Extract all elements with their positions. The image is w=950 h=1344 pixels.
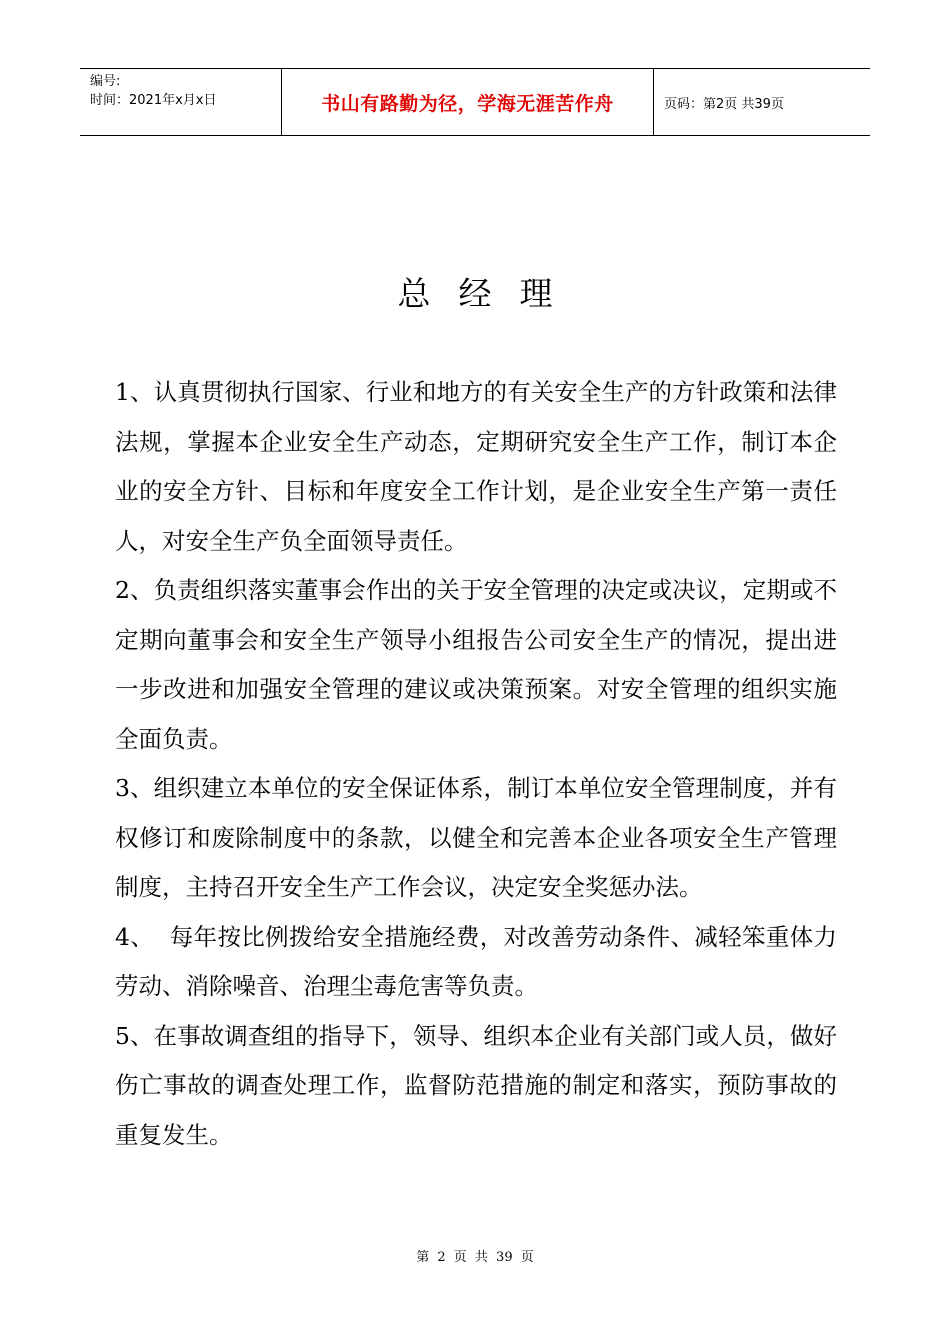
page-footer: 第 2 页 共 39 页	[416, 1250, 534, 1265]
date-label: 时间：2021年x月x日	[90, 93, 217, 108]
document-body	[115, 368, 837, 1160]
paragraph-5: 5、在事故调查组的指导下，领导、组织本企业有关部门或人员，做好伤亡事故的调查处理工作，监督防范措施的制定和落实，预防事故的重复发生。	[115, 1021, 837, 1149]
header-meta	[80, 69, 282, 135]
paragraph-3: 3、组织建立本单位的安全保证体系，制订本单位安全管理制度，并有权修订和废除制度中的条款，以健全和完善本企业各项安全生产管理制度，主持召开安全生产工作会议，决定安全奖惩办法。	[115, 774, 837, 901]
paragraph-1: 1、认真贯彻执行国家、行业和地方的有关安全生产的方针政策和法律法规，掌握本企业安全生产动态，定期研究安全生产工作，制订本企业的安全方针、目标和年度安全工作计划，是企业安全生产第一责任人，对安全生产负全面领导责任。	[115, 378, 837, 555]
header-page-info: 页码：第2页 共39页	[664, 96, 784, 112]
paragraph-2: 2、负责组织落实董事会作出的关于安全管理的决定或决议，定期或不定期向董事会和安全生产领导小组报告公司安全生产的情况，提出进一步改进和加强安全管理的建议或决策预案。对安全管理的组织实施全面负责。	[115, 576, 837, 753]
header-motto: 书山有路勤为径，学海无涯苦作舟	[282, 69, 654, 135]
page-title: 总经理	[397, 274, 581, 313]
serial-number-label: 编号:	[90, 74, 121, 89]
document-header	[80, 68, 870, 136]
paragraph-4: 4、 每年按比例拨给安全措施经费，对改善劳动条件、减轻笨重体力劳动、消除噪音、治理尘毒危害等负责。	[115, 922, 837, 1000]
